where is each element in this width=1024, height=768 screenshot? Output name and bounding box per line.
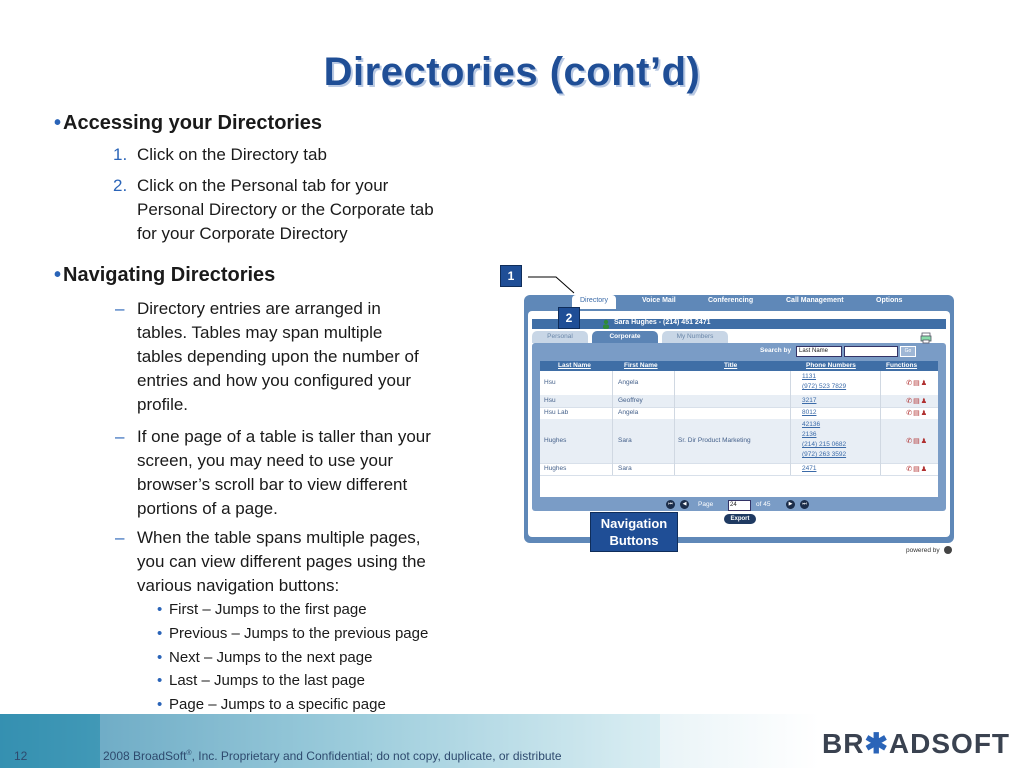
nav-button-text: Page – Jumps to a specific page [169, 696, 386, 713]
step-line: Click on the Personal tab for your [137, 176, 389, 195]
step-number: 1. [113, 145, 128, 164]
broadsoft-logo [822, 727, 1010, 760]
tab-directory[interactable]: Directory [572, 295, 616, 309]
nav-button-text: Next – Jumps to the next page [169, 649, 373, 666]
page-select[interactable]: 24 [728, 500, 751, 511]
column-phone-numbers[interactable]: Phone Numbers [806, 362, 856, 369]
function-icons[interactable]: ✆▤♟ [906, 398, 928, 405]
directory-screenshot [524, 295, 954, 543]
logo-post: ADSOFT [888, 728, 1011, 759]
step-number: 2. [113, 176, 128, 195]
table-header [540, 361, 938, 371]
nav-line: browser’s scroll bar to view different [137, 475, 408, 494]
screenshot-body [528, 311, 950, 537]
cell-first: Sara [618, 437, 632, 444]
last-page-button[interactable]: ⏭ [800, 500, 809, 509]
logo-star-icon: ✱ [864, 728, 889, 759]
nav-button-text: Previous – Jumps to the previous page [169, 625, 429, 642]
subtab-personal[interactable]: Personal [532, 331, 588, 343]
tab-call-management[interactable]: Call Management [786, 297, 844, 304]
nav-line: If one page of a table is taller than your [137, 427, 431, 446]
cell-phone[interactable]: 8012 [802, 409, 817, 416]
function-icons[interactable]: ✆▤♟ [906, 380, 928, 387]
cell-phone[interactable]: 1131 [802, 373, 816, 380]
cell-first: Angela [618, 409, 639, 416]
nav-line: tables. Tables may span multiple [137, 323, 383, 342]
nav-line: profile. [137, 395, 189, 414]
step-line: for your Corporate Directory [137, 224, 348, 243]
dash: – [115, 299, 125, 318]
tab-voice-mail[interactable]: Voice Mail [642, 297, 676, 304]
cell-first: Angela [618, 379, 639, 386]
dash: – [115, 528, 125, 547]
column-divider [880, 371, 881, 475]
callout-1-line [528, 277, 574, 293]
bullet: • [157, 672, 163, 689]
cell-last: Hsu [544, 379, 556, 386]
table-row [540, 463, 938, 476]
cell-first: Geoffrey [618, 397, 643, 404]
search-go-button[interactable]: Go [900, 346, 916, 357]
bullet: • [157, 601, 163, 618]
directory-table [540, 361, 938, 497]
cell-title: Sr. Dir Product Marketing [678, 437, 751, 444]
callout-2: 2 [558, 307, 580, 329]
bullet: • [157, 696, 163, 713]
subtab-my-numbers[interactable]: My Numbers [662, 331, 728, 343]
cell-phone[interactable]: 2471 [802, 465, 817, 472]
cell-phone[interactable]: (972) 263 3592 [802, 451, 847, 458]
nav-line: you can view different pages using the [137, 552, 426, 571]
cell-phone[interactable]: 2136 [802, 431, 817, 438]
cell-phone[interactable]: (214) 215 0682 [802, 441, 847, 448]
slide-number: 12 [14, 749, 28, 763]
nav-line: entries and how you configured your [137, 371, 412, 390]
export-button[interactable]: Export [724, 514, 756, 524]
copyright-text [103, 749, 562, 763]
pager [532, 499, 946, 511]
bullet: • [54, 264, 62, 286]
function-icons[interactable]: ✆▤♟ [906, 466, 928, 473]
heading-navigating-text: Navigating Directories [63, 264, 276, 286]
search-row [760, 345, 930, 357]
cell-last: Hughes [544, 437, 567, 444]
copyright-post: , Inc. Proprietary and Confidential; do not copy, duplicate, or distribute [191, 749, 562, 763]
bullet: • [54, 112, 62, 134]
nav-line: When the table spans multiple pages, [137, 528, 421, 547]
nav-line: tables depending upon the number of [137, 347, 419, 366]
tab-options[interactable]: Options [876, 297, 903, 304]
subtabs [532, 331, 946, 343]
column-divider [790, 371, 791, 475]
subtab-corporate[interactable]: Corporate [592, 331, 658, 343]
heading-accessing-text: Accessing your Directories [63, 112, 323, 134]
step-text: Click on the Directory tab [137, 145, 327, 164]
cell-first: Sara [618, 465, 632, 472]
column-first-name[interactable]: First Name [624, 362, 658, 369]
first-page-button[interactable]: ⏮ [666, 500, 675, 509]
slide-title: Directories (cont’d) [323, 50, 701, 94]
bullet: • [157, 625, 163, 642]
column-last-name[interactable]: Last Name [558, 362, 591, 369]
step-line: Personal Directory or the Corporate tab [137, 200, 434, 219]
user-icon [602, 319, 610, 329]
column-title[interactable]: Title [724, 362, 738, 369]
previous-page-button[interactable]: ◀ [680, 500, 689, 509]
table-row [540, 371, 938, 396]
broadsoft-mini-logo [944, 546, 952, 554]
function-icons[interactable]: ✆▤♟ [906, 410, 928, 417]
page-label: Page [698, 501, 714, 508]
nav-line: various navigation buttons: [137, 576, 340, 595]
directory-panel [532, 343, 946, 511]
cell-phone[interactable]: 42136 [802, 421, 821, 428]
function-icons[interactable]: ✆▤♟ [906, 438, 928, 445]
bullet: • [157, 649, 163, 666]
cell-last: Hsu [544, 397, 556, 404]
cell-phone[interactable]: (972) 523 7829 [802, 383, 847, 390]
column-divider [674, 371, 675, 475]
printer-icon[interactable] [920, 332, 932, 344]
copyright-pre: 2008 BroadSoft [103, 749, 187, 763]
cell-last: Hsu Lab [544, 409, 569, 416]
tab-conferencing[interactable]: Conferencing [708, 297, 754, 304]
user-name: Sara Hughes - (214) 451 2471 [614, 319, 711, 326]
nav-line: portions of a page. [137, 499, 278, 518]
search-label: Search by [760, 347, 792, 354]
cell-last: Hughes [544, 465, 567, 472]
page-of-label: of 45 [756, 501, 771, 508]
table-row [540, 419, 938, 464]
next-page-button[interactable]: ▶ [786, 500, 795, 509]
nav-button-text: First – Jumps to the first page [169, 601, 367, 618]
user-bar [532, 319, 946, 329]
callout-1: 1 [500, 265, 522, 287]
column-functions[interactable]: Functions [886, 362, 918, 369]
registered-mark: ® [186, 750, 192, 757]
nav-line: Directory entries are arranged in [137, 299, 381, 318]
dash: – [115, 427, 125, 446]
nav-button-text: Last – Jumps to the last page [169, 672, 365, 689]
logo-pre: BR [822, 728, 865, 759]
callout-navigation-buttons: Navigation Buttons [590, 512, 678, 552]
nav-line: screen, you may need to use your [137, 451, 394, 470]
powered-by-label: powered by [906, 547, 940, 554]
search-input[interactable] [844, 346, 898, 357]
cell-phone[interactable]: 3217 [802, 397, 817, 404]
column-divider [612, 371, 613, 475]
search-field-select[interactable]: Last Name [796, 346, 842, 357]
